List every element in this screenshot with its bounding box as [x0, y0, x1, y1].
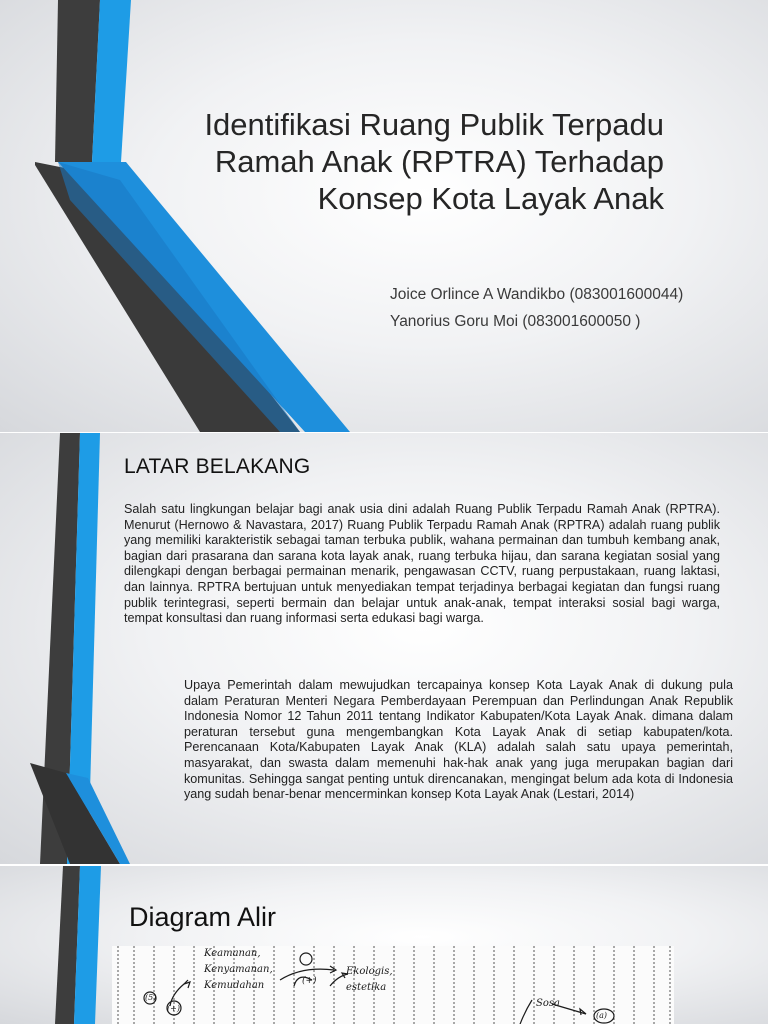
flow-diagram-sketch — [112, 946, 674, 1024]
notebook-lines — [112, 946, 674, 1024]
background-slide — [0, 433, 768, 864]
note-kenyamanan: Kenyamanan, — [204, 964, 273, 975]
author-list — [390, 281, 760, 335]
mark-plus-2: (+) — [167, 1004, 180, 1013]
title-line-1: Identifikasi Ruang Publik Terpadu — [204, 107, 664, 142]
mark-5: (5) — [145, 993, 157, 1002]
note-keamanan: Keamanan, — [204, 948, 261, 959]
note-kemudahan: Kemudahan — [204, 980, 265, 991]
author-2: Yanorius Goru Moi (083001600050 ) — [390, 313, 641, 330]
title-line-3: Konsep Kota Layak Anak — [317, 181, 664, 216]
section-heading: LATAR BELAKANG — [124, 455, 311, 478]
mark-a: (a) — [596, 1011, 608, 1020]
diagram-slide — [0, 866, 768, 1024]
title-slide — [0, 0, 768, 432]
title-line-2: Ramah Anak (RPTRA) Terhadap — [214, 144, 664, 179]
mark-plus-1: (+) — [302, 976, 317, 986]
note-estetika: estetika — [346, 982, 387, 993]
presentation-title — [160, 106, 664, 217]
paragraph-2: Upaya Pemerintah dalam mewujudkan tercapainya konsep Kota Layak Anak di dukung pula dalam Peraturan Menteri Negara Pemberdayaan Perempuan dan Perlindungan Anak Republik Indonesia Nomor 12 Tahun 2011 tentang Indikator Kabupaten/Kota Layak Anak. dimana dalam peraturan tersebut guna mengembangkan Kota Layak Anak di setiap kabupaten/kota. Perencanaan Kota/Kabupaten Layak Anak (KLA) adalah salah satu upaya pemerintah, masyarakat, dan swasta dalam memenuhi hak-hak anak yang juga merupakan bagian dari komunitas. Sehingga sangat penting untuk direncanakan, mengingat belum ada kota di Indonesia yang sudah benar-benar mencerminkan konsep Kota Layak Anak (Lestari, 2014) — [184, 678, 733, 802]
note-sosa: Sosa — [536, 998, 560, 1009]
diagram-heading: Diagram Alir — [129, 902, 277, 932]
note-ekologis: Ekologis, — [346, 966, 393, 977]
paragraph-1: Salah satu lingkungan belajar bagi anak usia dini adalah Ruang Publik Terpadu Ramah Anak (RPTRA). Menurut (Hernowo & Navastara, 2017) Ruang Publik Terpadu Ramah Anak (RPTRA) adalah ruang publik yang memiliki karakteristik sebagai taman terbuka publik, wahana permainan dan tumbuh kembang anak, bagian dari prasarana dan sarana kota layak anak, ruang terbuka hijau, dan sarana kegiatan sosial yang dilengkapi dengan berbagai permainan menarik, pengawasan CCTV, ruang perpustakaan, ruang laktasi, dan lainnya. RPTRA bertujuan untuk menyediakan tempat terjadinya berbagai kegiatan dan fungsi ruang publik terintegrasi, seperti bermain dan belajar untuk anak-anak, tempat interaksi sosial bagi warga, tempat konsultasi dan ruang informasi serta edukasi bagi warga. — [124, 502, 720, 626]
author-1: Joice Orlince A Wandikbo (083001600044) — [390, 286, 684, 303]
